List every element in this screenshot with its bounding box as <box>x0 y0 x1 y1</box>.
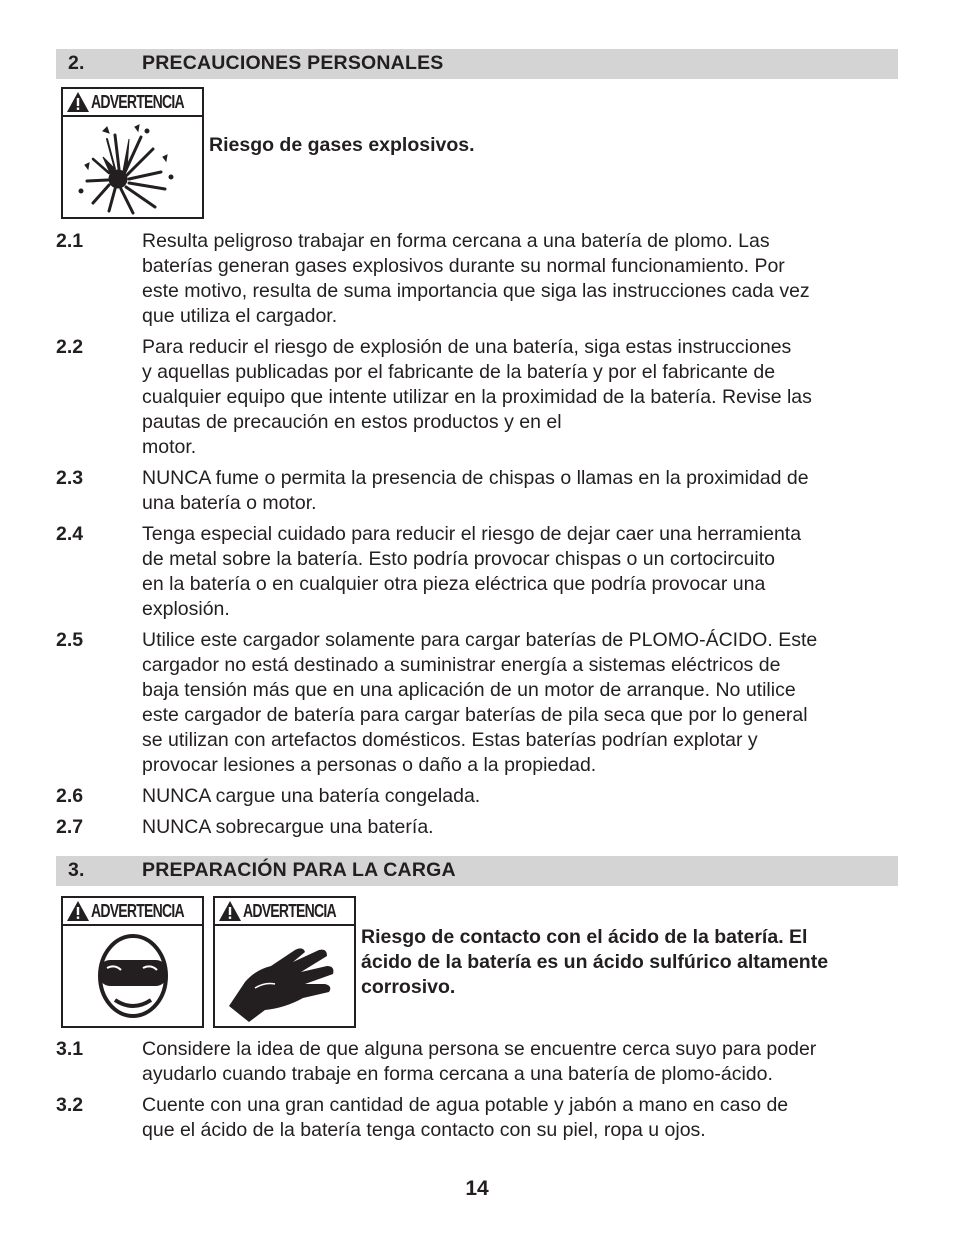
item-number: 2.1 <box>56 230 84 252</box>
warning-box-explosion <box>61 87 204 219</box>
warning-header <box>63 898 202 926</box>
page-number: 14 <box>465 1177 489 1200</box>
warning-triangle-icon <box>66 91 90 113</box>
safety-goggles-icon <box>63 926 202 1026</box>
item-text: NUNCA fume o permita la presencia de chispas o llamas en la proximidad de una batería o motor. <box>142 467 809 514</box>
section-2-header <box>56 49 898 79</box>
item-text: NUNCA sobrecargue una batería. <box>142 816 434 838</box>
item-number: 3.1 <box>56 1038 84 1060</box>
warning-box-goggles <box>61 896 204 1028</box>
item-text: Resulta peligroso trabajar en forma cercana a una batería de plomo. Las baterías generan gases explosivos durante su normal funcionamiento. Por este motivo, resulta de suma importancia que siga las instrucciones cada vez que utiliza el cargador. <box>142 230 810 327</box>
warning-label: ADVERTENCIA <box>91 91 184 112</box>
item-text: NUNCA cargue una batería congelada. <box>142 785 481 807</box>
acid-warning-text <box>361 925 828 1000</box>
section-title: PRECAUCIONES PERSONALES <box>142 52 444 74</box>
acid-warning-body: Riesgo de contacto con el ácido de la batería. El ácido de la batería es un ácido sulfúrico altamente corrosivo. <box>361 926 829 998</box>
warning-label: ADVERTENCIA <box>91 900 184 921</box>
warning-header <box>215 898 354 926</box>
item-text: Tenga especial cuidado para reducir el riesgo de dejar caer una herramienta de metal sobre la batería. Esto podría provocar chispas o un cortocircuito en la batería o en cualquier otra pieza eléctrica que podría provocar una explosión. <box>142 523 802 620</box>
item-number: 2.7 <box>56 816 84 838</box>
item-number: 2.2 <box>56 336 84 358</box>
warning-label: ADVERTENCIA <box>243 900 336 921</box>
section-number: 2. <box>68 52 85 74</box>
item-text: Cuente con una gran cantidad de agua potable y jabón a mano en caso de que el ácido de la batería tenga contacto con su piel, ropa u ojos. <box>142 1094 789 1141</box>
explosion-icon <box>63 117 202 217</box>
section-3-header <box>56 856 898 886</box>
warning-box-glove <box>213 896 356 1028</box>
section-title: PREPARACIÓN PARA LA CARGA <box>142 859 456 881</box>
item-number: 3.2 <box>56 1094 84 1116</box>
item-number: 2.5 <box>56 629 84 651</box>
warning-triangle-icon <box>66 900 90 922</box>
section-number: 3. <box>68 859 85 881</box>
warning-header <box>63 89 202 117</box>
warning-triangle-icon <box>218 900 242 922</box>
explosion-warning-text: Riesgo de gases explosivos. <box>209 134 475 156</box>
item-number: 2.4 <box>56 523 84 545</box>
item-text: Considere la idea de que alguna persona se encuentre cerca suyo para poder ayudarlo cuando trabaje en forma cercana a una batería de plomo-ácido. <box>142 1038 817 1085</box>
rubber-glove-icon <box>215 926 354 1026</box>
item-number: 2.6 <box>56 785 84 807</box>
item-text: Utilice este cargador solamente para cargar baterías de PLOMO-ÁCIDO. Este cargador no está destinado a suministrar energía a sistemas eléctricos de baja tensión más que en una aplicación de un motor de arranque. No utilice este cargador de batería para cargar baterías de pila seca que por lo general se utilizan con artefactos domésticos. Estas baterías podrían explotar y provocar lesiones a personas o daño a la propiedad. <box>142 629 818 776</box>
item-number: 2.3 <box>56 467 84 489</box>
item-text: Para reducir el riesgo de explosión de una batería, siga estas instrucciones y aquellas publicadas por el fabricante de la batería y por el fabricante de cualquier equipo que intente utilizar en la proximidad de la batería. Revise las pautas de precaución en estos productos y en el motor. <box>142 336 812 458</box>
